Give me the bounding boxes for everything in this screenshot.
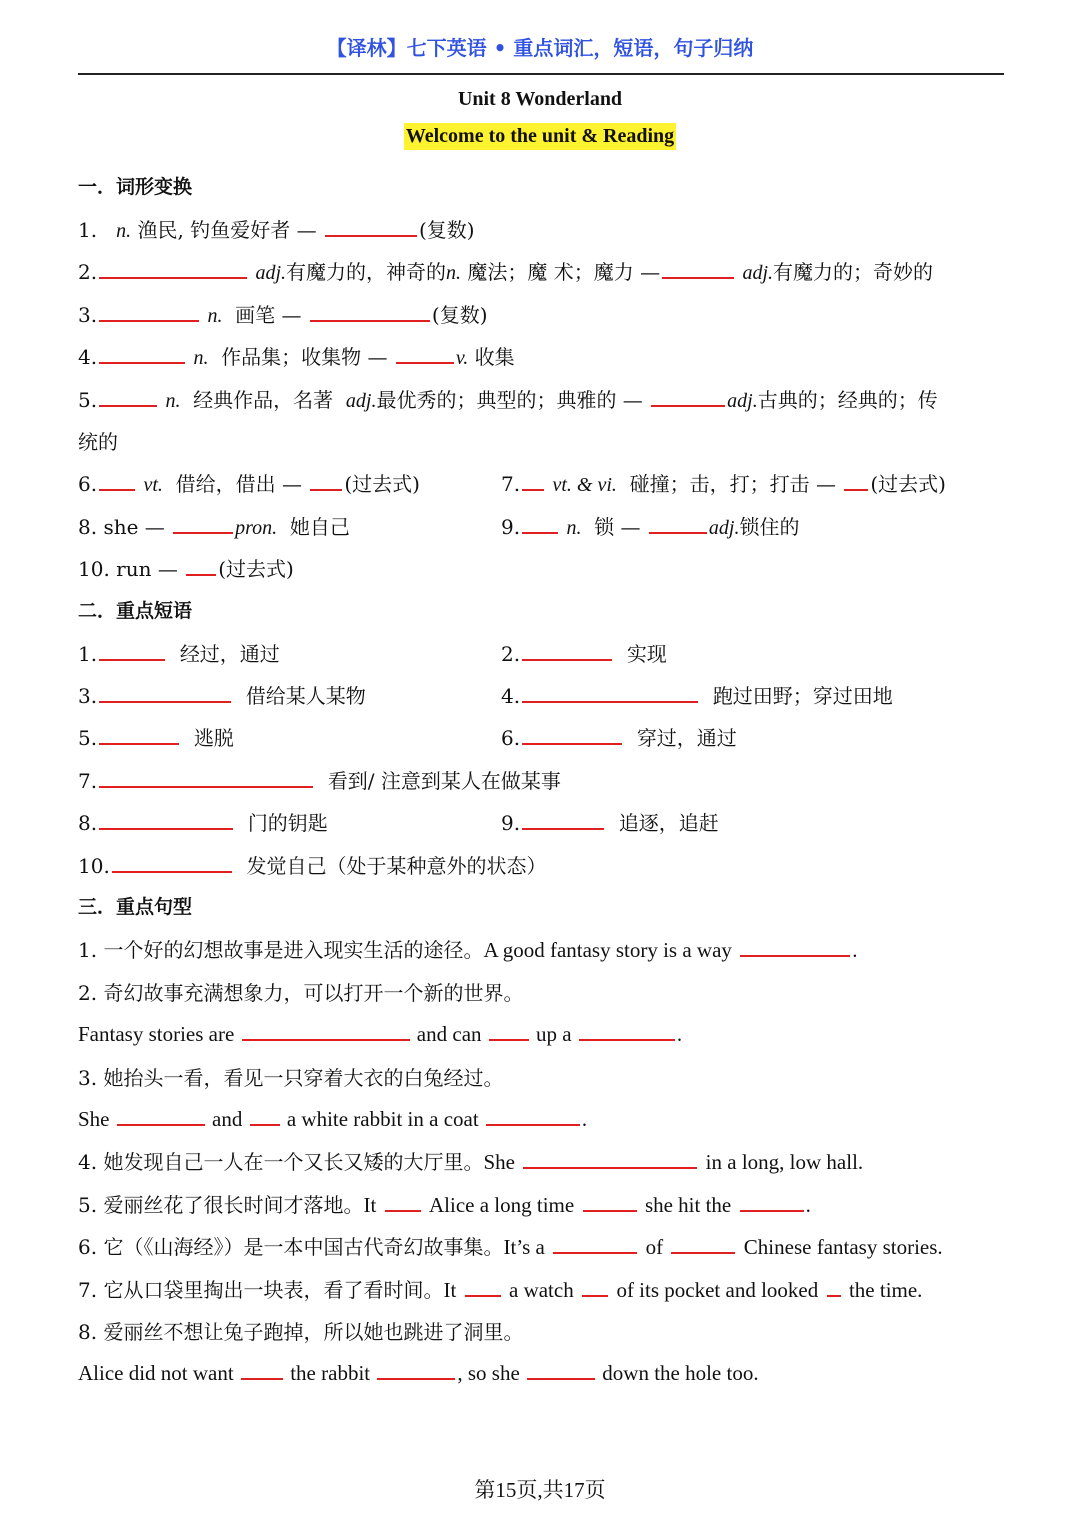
blank[interactable] [522, 723, 622, 745]
vocab-item-7: 7. vt. & vi. 碰撞；击，打；打击 — (过去式) [501, 468, 946, 497]
sentence-8-cn: 8. 爱丽丝不想让兔子跑掉，所以她也跳进了洞里。 [78, 1320, 524, 1344]
document-header-title: 【译林】七下英语 • 重点词汇，短语，句子归纳 [326, 36, 754, 60]
vocab-item-5-continued: 统的 [78, 430, 118, 454]
sentence-1: 1. 一个好的幻想故事是进入现实生活的途径。A good fantasy story is a way . [78, 934, 858, 963]
blank[interactable] [99, 639, 165, 661]
blank[interactable] [522, 469, 544, 491]
blank[interactable] [99, 681, 231, 703]
sentence-6: 6. 它（《山海经》）是一本中国古代奇幻故事集。It’s a of Chinese fantasy stories. [78, 1231, 943, 1260]
phrase-item: 2. 实现 [501, 638, 667, 667]
unit-title: Unit 8 Wonderland [457, 88, 623, 110]
blank[interactable] [523, 1147, 697, 1169]
blank[interactable] [649, 512, 707, 534]
vocab-item-8: 8. she — pron. 她自己 [78, 511, 350, 540]
blank[interactable] [582, 1275, 608, 1297]
blank[interactable] [579, 1019, 675, 1041]
blank[interactable] [489, 1019, 529, 1041]
blank[interactable] [827, 1275, 841, 1297]
blank[interactable] [740, 1190, 804, 1212]
blank[interactable] [99, 723, 179, 745]
blank[interactable] [99, 766, 313, 788]
blank[interactable] [522, 808, 604, 830]
vocab-item-2: 2. adj.有魔力的，神奇的n. 魔法；魔 术；魔力 — adj.有魔力的；奇妙的 [78, 256, 933, 285]
page-number: 第15页,共17页 [474, 1478, 606, 1502]
blank[interactable] [99, 469, 135, 491]
header-rule [78, 73, 1004, 75]
sentence-2-en: Fantasy stories are and can up a . [78, 1019, 682, 1047]
blank[interactable] [662, 257, 734, 279]
blank[interactable] [522, 681, 698, 703]
blank[interactable] [310, 469, 342, 491]
blank[interactable] [486, 1104, 580, 1126]
vocab-item-1: 1. n. 渔民, 钓鱼爱好者 — (复数) [78, 214, 475, 243]
section-heading-word-forms: 一．词形变换 [78, 176, 193, 198]
section-heading-key-sentences: 三．重点句型 [78, 896, 193, 918]
vocab-item-6: 6. vt. 借给，借出 — (过去式) [78, 468, 420, 497]
phrase-item: 5. 逃脱 [78, 722, 234, 751]
vocab-item-4: 4. n. 作品集；收集物 — v. 收集 [78, 341, 515, 370]
blank[interactable] [325, 215, 417, 237]
vocab-item-5: 5. n. 经典作品，名著 adj.最优秀的；典型的；典雅的 — adj.古典的；经典的；传 [78, 384, 938, 413]
blank[interactable] [740, 935, 850, 957]
blank[interactable] [241, 1358, 283, 1380]
blank[interactable] [99, 808, 233, 830]
section-heading-key-phrases: 二．重点短语 [78, 600, 193, 622]
phrase-item: 8. 门的钥匙 [78, 807, 328, 836]
phrase-item: 10. 发觉自己（处于某种意外的状态） [78, 850, 547, 879]
phrase-item: 4. 跑过田野；穿过田地 [501, 680, 893, 709]
phrase-item: 6. 穿过，通过 [501, 722, 737, 751]
blank[interactable] [173, 512, 233, 534]
vocab-item-9: 9. n. 锁 — adj.锁住的 [501, 511, 799, 540]
phrase-item: 7. 看到/ 注意到某人在做某事 [78, 765, 561, 794]
blank[interactable] [117, 1104, 205, 1126]
blank[interactable] [465, 1275, 501, 1297]
blank[interactable] [522, 512, 558, 534]
sentence-3-en: She and a white rabbit in a coat . [78, 1104, 587, 1132]
sentence-7: 7. 它从口袋里掏出一块表，看了看时间。It a watch of its pocket and looked the time. [78, 1274, 922, 1303]
blank[interactable] [671, 1232, 735, 1254]
blank[interactable] [186, 554, 216, 576]
sentence-4: 4. 她发现自己一人在一个又长又矮的大厅里。She in a long, low hall. [78, 1146, 863, 1175]
blank[interactable] [99, 300, 199, 322]
blank[interactable] [385, 1190, 421, 1212]
blank[interactable] [242, 1019, 410, 1041]
vocab-item-3: 3. n. 画笔 — (复数) [78, 299, 488, 328]
blank[interactable] [377, 1358, 455, 1380]
blank[interactable] [250, 1104, 280, 1126]
blank[interactable] [310, 300, 430, 322]
blank[interactable] [99, 257, 247, 279]
blank[interactable] [651, 385, 725, 407]
sentence-3-cn: 3. 她抬头一看，看见一只穿着大衣的白兔经过。 [78, 1066, 504, 1090]
phrase-item: 9. 追逐，追赶 [501, 807, 719, 836]
blank[interactable] [553, 1232, 637, 1254]
unit-subtitle-highlight: Welcome to the unit & Reading [404, 123, 676, 150]
phrase-item: 3. 借给某人某物 [78, 680, 366, 709]
phrase-item: 1. 经过，通过 [78, 638, 280, 667]
blank[interactable] [396, 342, 454, 364]
blank[interactable] [522, 639, 612, 661]
sentence-8-en: Alice did not want the rabbit , so she down the hole too. [78, 1358, 759, 1386]
blank[interactable] [527, 1358, 595, 1380]
vocab-item-10: 10. run — (过去式) [78, 553, 294, 582]
sentence-2-cn: 2. 奇幻故事充满想象力，可以打开一个新的世界。 [78, 981, 524, 1005]
blank[interactable] [99, 385, 157, 407]
sentence-5: 5. 爱丽丝花了很长时间才落地。It Alice a long time she hit the . [78, 1189, 811, 1218]
blank[interactable] [844, 469, 868, 491]
blank[interactable] [99, 342, 185, 364]
blank[interactable] [583, 1190, 637, 1212]
blank[interactable] [112, 851, 232, 873]
